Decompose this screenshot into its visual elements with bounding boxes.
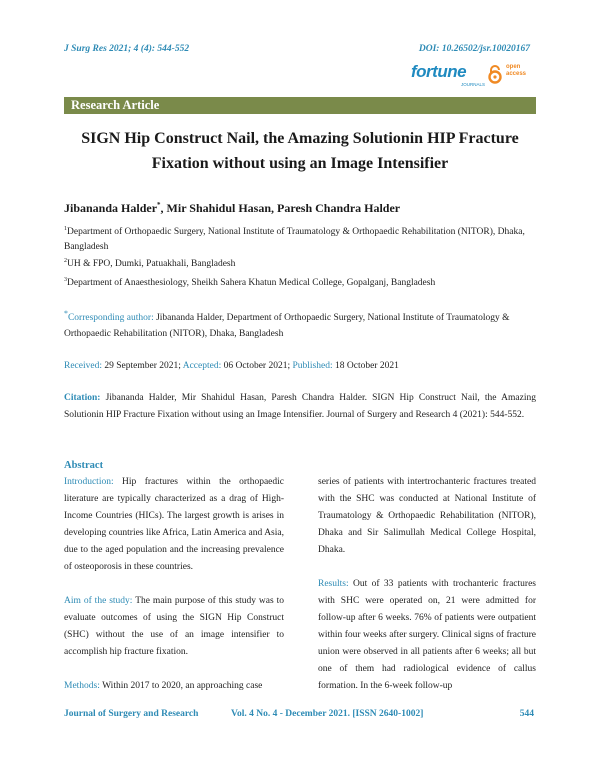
- affiliation-number: 3: [64, 277, 67, 283]
- corresponding-mark: *: [64, 309, 68, 318]
- methods-label: Methods:: [64, 681, 100, 691]
- published-label: Published:: [292, 361, 333, 371]
- abstract-methods-continued: series of patients with intertrochanteric fractures treated with the SHC was conducted at National Institute of Traumatology & Orthopaedic Rehabilitation (NITOR), Dhaka and Sir Salimullah Medical College Hospital, Dhaka.: [318, 477, 536, 555]
- article-title: SIGN Hip Construct Nail, the Amazing Solutionin HIP Fracture Fixation without using an Image Intensifier: [81, 130, 519, 172]
- footer-journal: Journal of Surgery and Research: [64, 709, 199, 719]
- logo-wordmark: fortune: [411, 62, 467, 81]
- received-label: Received:: [64, 361, 102, 371]
- affiliation-number: 1: [64, 226, 67, 232]
- aim-label: Aim of the study:: [64, 596, 133, 606]
- affiliation-text: UH & FPO, Dumki, Patuakhali, Bangladesh: [67, 259, 236, 270]
- open-access-label: open access: [506, 64, 527, 77]
- footer-page-number: 544: [519, 709, 534, 719]
- accepted-date: 06 October 2021;: [221, 361, 293, 371]
- doi[interactable]: DOI: 10.26502/jsr.10020167: [418, 44, 530, 54]
- affiliation-text: Department of Anaesthesiology, Sheikh Sahera Khatun Medical College, Gopalganj, Bangladesh: [67, 278, 436, 289]
- author-first: Jibananda Halder: [64, 201, 158, 215]
- article-type: Research Article: [71, 98, 160, 112]
- citation-text: Jibananda Halder, Mir Shahidul Hasan, Paresh Chandra Halder. SIGN Hip Construct Nail, the Amazing Solutionin HIP Fracture Fixation without using an Image Intensifier. Journal of Surgery and Research 4 (2021): 544-552.: [64, 393, 536, 420]
- authors: [64, 201, 400, 216]
- article-dates: [64, 361, 399, 371]
- results-text: Out of 33 patients with trochanteric fractures with SHC were operated on, 21 were admitted for follow-up after 6 weeks. 76% of patients were outpatient within four weeks after surgery. Clinical signs of fracture union were observed in all patients after 6 weeks; all but one of them had radiological evidence of callus formation. In the 6-week follow-up: [318, 579, 536, 691]
- affiliation-text: Department of Orthopaedic Surgery, National Institute of Traumatology & Orthopaedic Rehabilitation (NITOR), Dhaka, Bangladesh: [64, 227, 525, 253]
- author-rest: , Mir Shahidul Hasan, Paresh Chandra Halder: [160, 201, 401, 215]
- corresponding-author: [64, 306, 536, 342]
- introduction-label: Introduction:: [64, 477, 114, 487]
- affiliation-2: [64, 254, 536, 272]
- corresponding-text: Jibananda Halder, Department of Orthopaedic Surgery, National Institute of Traumatology & Orthopaedic Rehabilitation (NITOR), Dhaka, Bangladesh: [64, 313, 510, 340]
- abstract-results: [318, 576, 536, 695]
- abstract-aim: [64, 593, 284, 661]
- abstract-introduction: [64, 474, 284, 576]
- methods-text: Within 2017 to 2020, an approaching case: [99, 681, 263, 691]
- citation-label: Citation:: [64, 393, 101, 403]
- journal-reference: J Surg Res 2021; 4 (4): 544-552: [64, 44, 190, 54]
- affiliation-number: 2: [64, 258, 67, 264]
- introduction-text: Hip fractures within the orthopaedic literature are typically characterized as a drag of High-Income Countries (HICs). The largest growth is arises in developing countries like Africa, Latin America and Asia, due to the aged population and the increasing prevalence of osteoporosis in these countries.: [64, 477, 284, 572]
- affiliation-3: [64, 273, 536, 291]
- aim-text: The main purpose of this study was to evaluate outcomes of using the SIGN Hip Construct (SHC) without the use of an image intensifier to accomplish hip fracture fixation.: [64, 596, 285, 657]
- affiliation-1: [64, 222, 536, 255]
- abstract-heading: Abstract: [64, 460, 104, 471]
- results-label: Results:: [318, 579, 349, 589]
- corresponding-label: Corresponding author:: [67, 313, 154, 324]
- received-date: 29 September 2021;: [101, 361, 183, 371]
- citation: [64, 390, 536, 424]
- published-date: 18 October 2021: [332, 361, 399, 371]
- open-access-icon: [487, 64, 503, 84]
- accepted-label: Accepted:: [182, 361, 222, 371]
- abstract-methods: [64, 678, 284, 695]
- footer-issue: Vol. 4 No. 4 - December 2021. [ISSN 2640-1002]: [231, 709, 424, 719]
- publisher-logo: [411, 60, 541, 92]
- logo-subtext: JOURNALS: [461, 82, 486, 87]
- corresponding-mark: *: [157, 201, 161, 209]
- article-type-banner: [64, 97, 536, 114]
